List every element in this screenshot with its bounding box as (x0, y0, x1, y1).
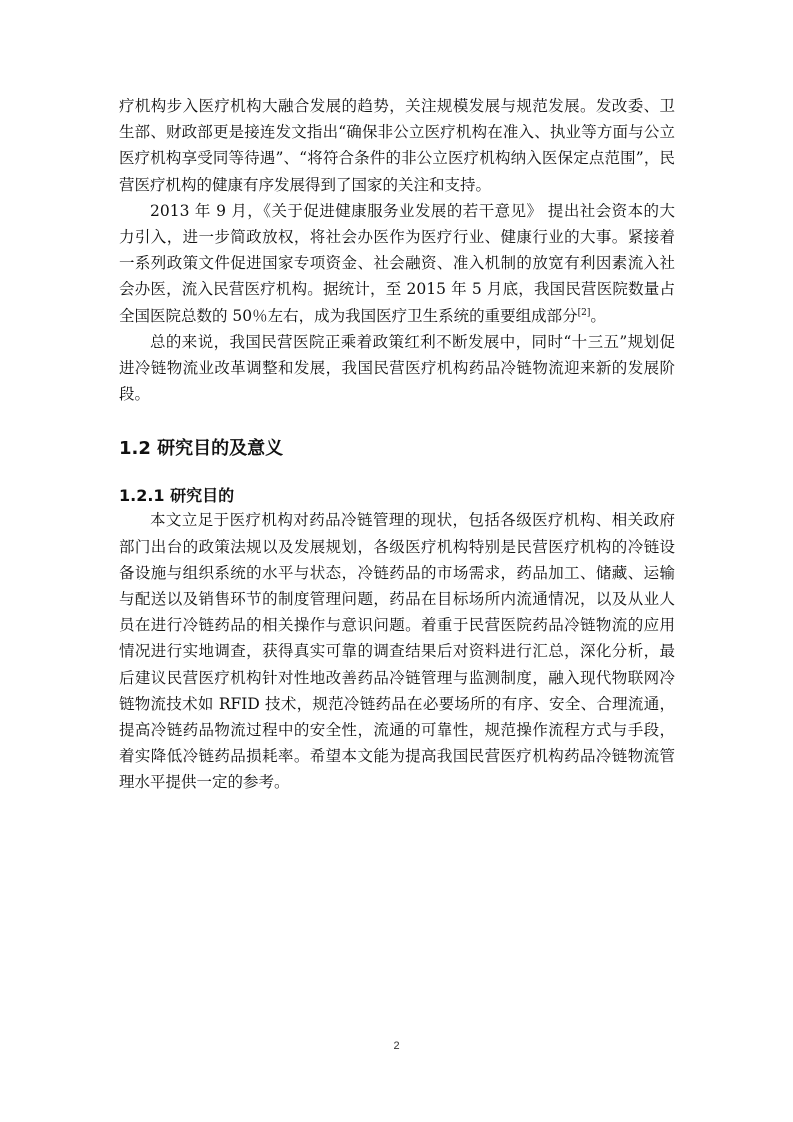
subsection-heading: 1.2.1 研究目的 (119, 486, 235, 506)
page-content (119, 93, 675, 796)
paragraph-policy-2013-text: 2013 年 9 月，《关于促进健康服务业发展的若干意见》 提出社会资本的大力引入，进一步简政放权，将社会办医作为医疗行业、健康行业的大事。紧接着一系列政策文件促进国家专项资金、社会融资、准入机制的放宽有利因素流入社会办医，流入民营医疗机构。据统计，至 2015 年 5 月底，我国民营医院数量占全国医院总数的 50％左右，成为我国医疗卫生系统的重要组成部分 (119, 201, 675, 325)
paragraph-continuation: 疗机构步入医疗机构大融合发展的趋势，关注规模发展与规范发展。发改委、卫生部、财政部更是接连发文指出“确保非公立医疗机构在准入、执业等方面与公立医疗机构享受同等待遇”、“将符合条件的非公立医疗机构纳入医保定点范围”，民营医疗机构的健康有序发展得到了国家的关注和支持。 (119, 97, 675, 194)
paragraph-summary: 总的来说，我国民营医院正乘着政策红利不断发展中，同时“十三五”规划促进冷链物流业改革调整和发展，我国民营医疗机构药品冷链物流迎来新的发展阶段。 (119, 332, 675, 404)
section-heading: 1.2 研究目的及意义 (119, 438, 284, 460)
citation-reference: [2] (577, 307, 591, 318)
page-number: 2 (393, 1040, 400, 1052)
paragraph-policy-2013-end: 。 (590, 306, 606, 325)
paragraph-research-purpose: 本文立足于医疗机构对药品冷链管理的现状，包括各级医疗机构、相关政府部门出台的政策法规以及发展规划，各级医疗机构特别是民营医疗机构的冷链设备设施与组织系统的水平与状态，冷链药品的市场需求，药品加工、储藏、运输与配送以及销售环节的制度管理问题，药品在目标场所内流通情况，以及从业人员在进行冷链药品的相关操作与意识问题。着重于民营医院药品冷链物流的应用情况进行实地调查，获得真实可靠的调查结果后对资料进行汇总，深化分析，最后建议民营医疗机构针对性地改善药品冷链管理与监测制度，融入现代物联网冷链物流技术如 RFID 技术，规范冷链药品在必要场所的有序、安全、合理流通，提高冷链药品物流过程中的安全性，流通的可靠性，规范操作流程方式与手段，着实降低冷链药品损耗率。希望本文能为提高我国民营医疗机构药品冷链物流管理水平提供一定的参考。 (119, 511, 675, 792)
paragraph-policy-2013 (119, 198, 675, 329)
